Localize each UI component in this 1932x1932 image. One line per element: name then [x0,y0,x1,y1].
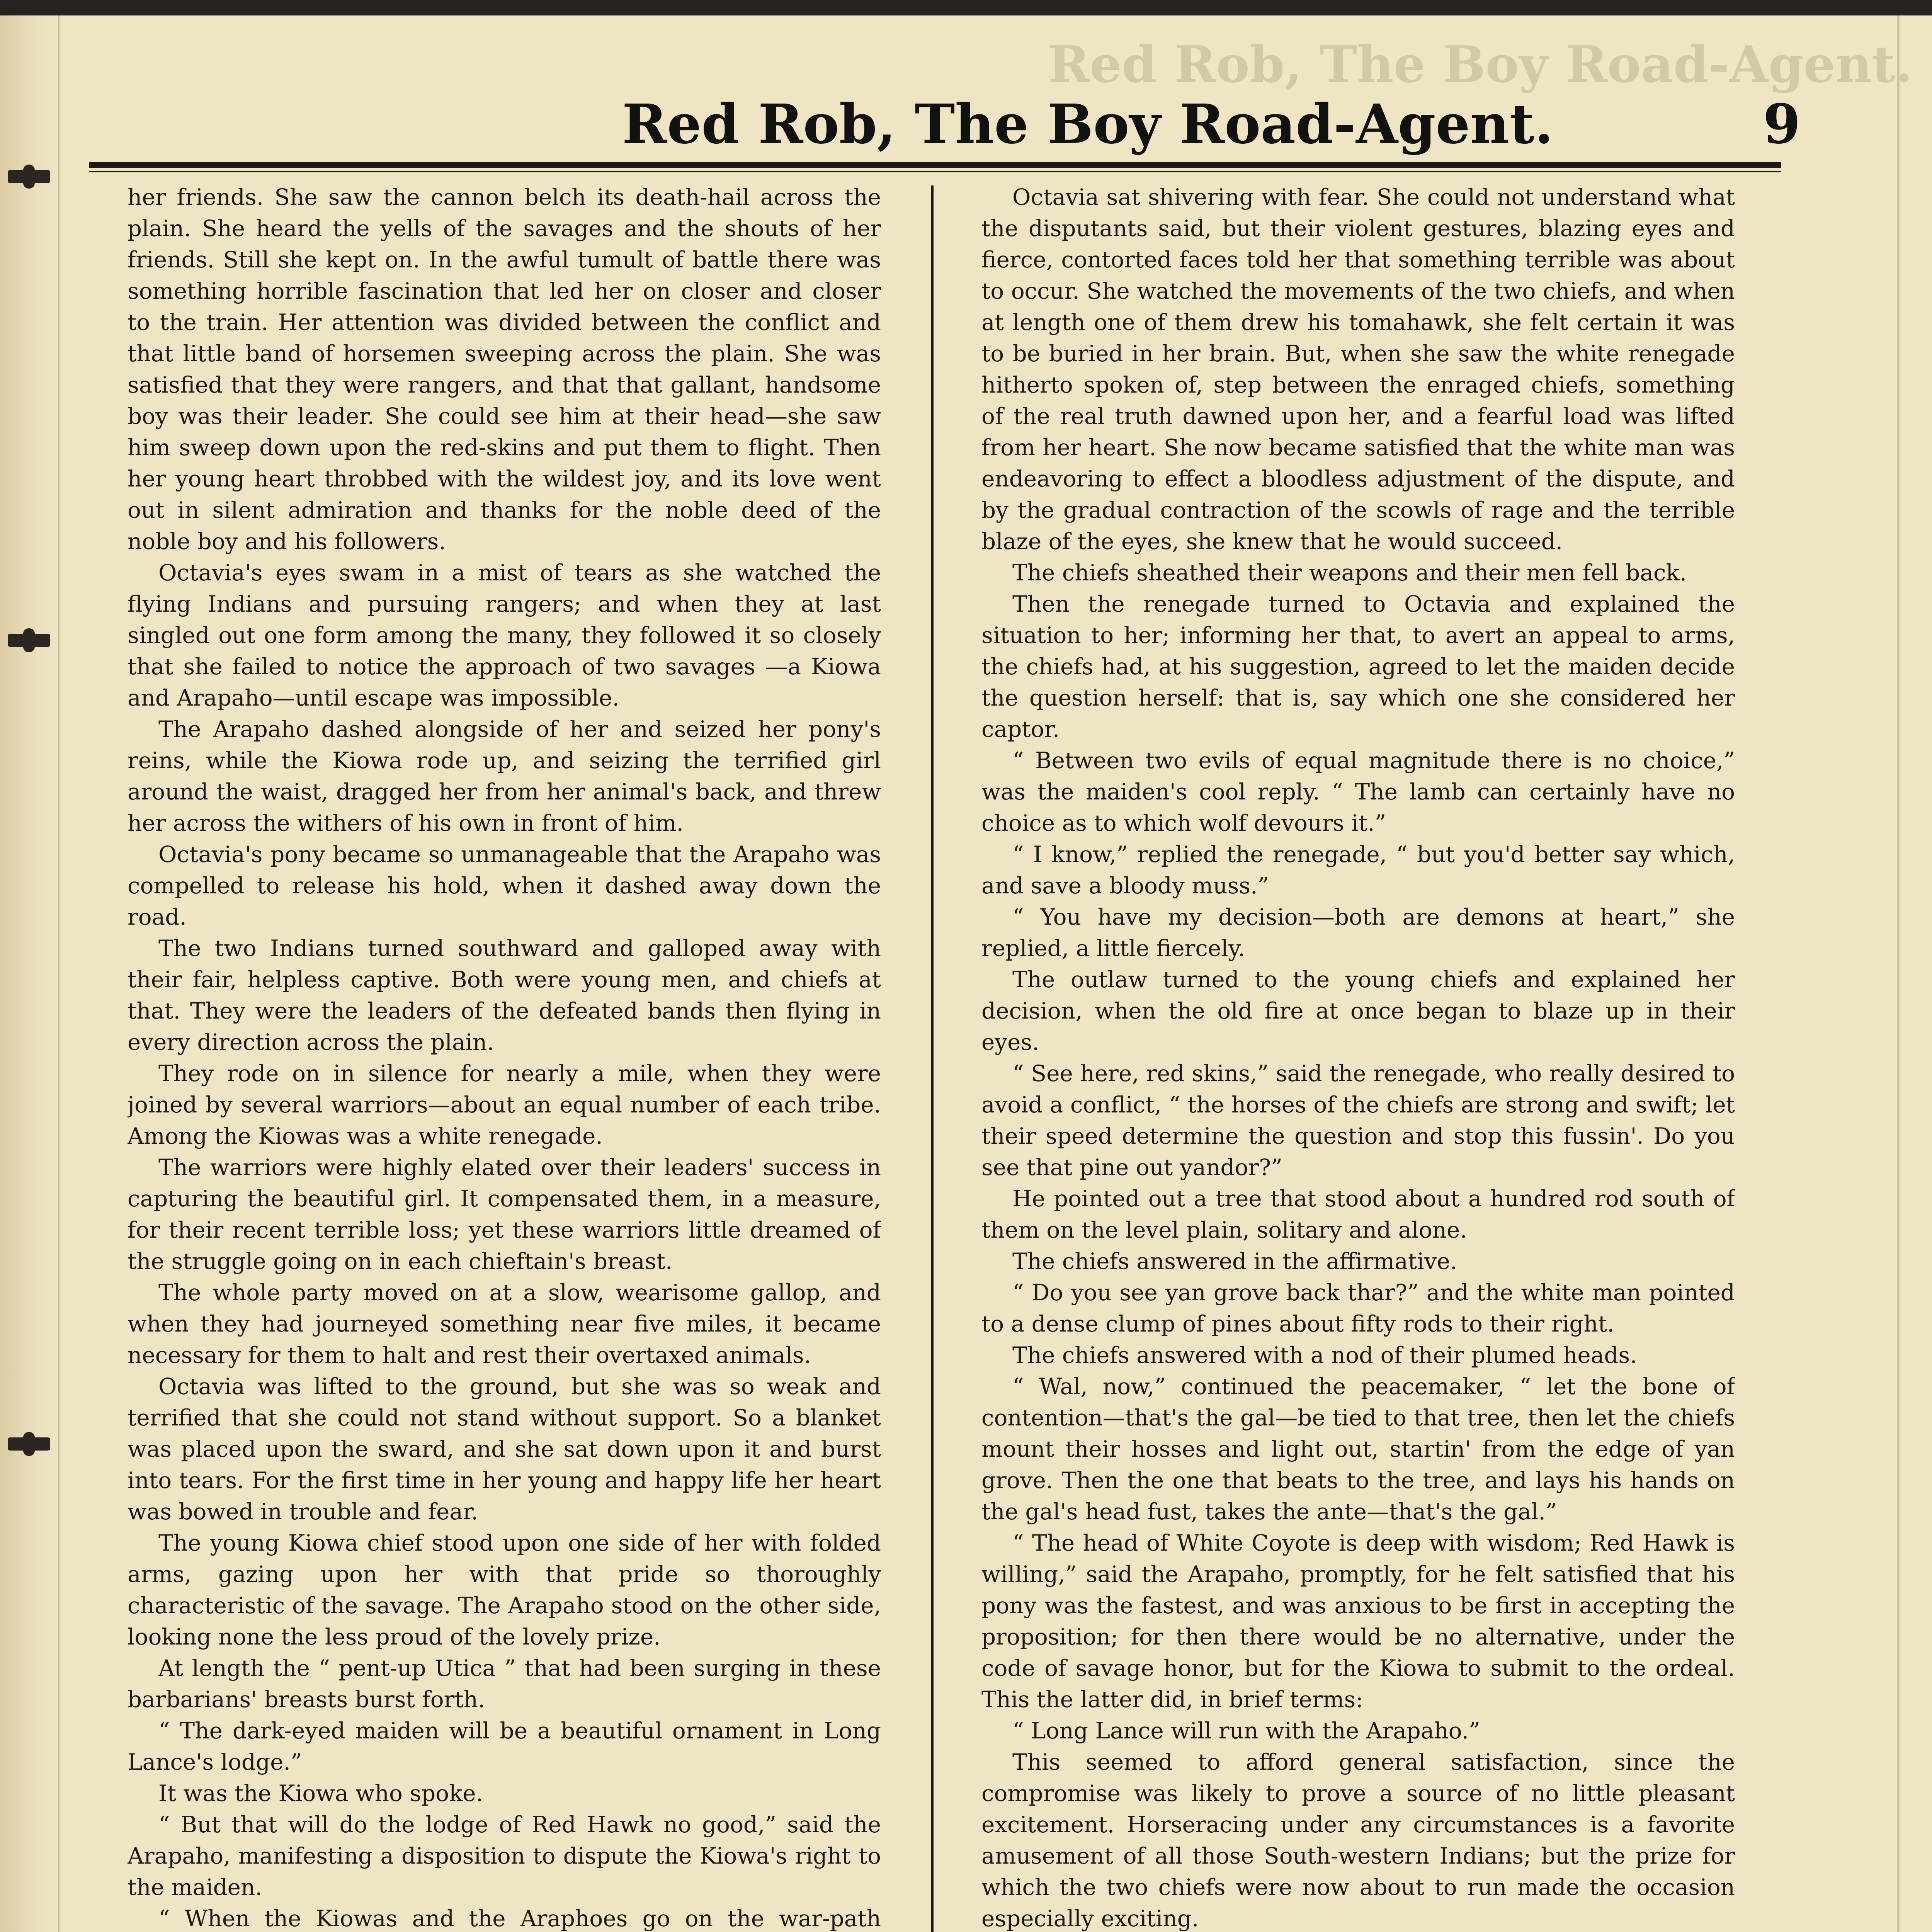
paragraph: The whole party moved on at a slow, wearisome gallop, and when they had journeyed something near five miles, it became necessary for them to halt and rest their overtaxed animals. [128,1279,881,1368]
paragraph: Octavia was lifted to the ground, but she was so weak and terrified that she could not stand without support. So a blanket was placed upon the sward, and she sat down upon it and burst into tears. For the first time in her young and happy life her heart was bowed in trouble and fear. [128,1373,881,1525]
paragraph: This seemed to afford general satisfaction, since the compromise was likely to prove a source of no little pleasant excitement. Horseracing under any circumstances is a favorite amusement of all those South-western Indians; but the prize for which the two chiefs were now about to run made the occasion especially exciting. [981,1749,1735,1932]
paragraph: “ Wal, now,” continued the peacemaker, “ let the bone of contention—that's the gal—be tied to that tree, then let the chiefs mount their hosses and light out, startin' from the edge of yan grove. Then the one that beats to the tree, and lays his hands on the gal's head fust, takes the ante—that's the gal.” [981,1373,1735,1525]
paragraph: They rode on in silence for nearly a mile, when they were joined by several warriors—about an equal number of each tribe. Among the Kiowas was a white renegade. [128,1060,881,1149]
paragraph: The chiefs answered in the affirmative. [1012,1248,1458,1274]
paragraph: “ When the Kiowas and the Araphoes go on the war-path [158,1905,881,1932]
paragraph: Octavia's eyes swam in a mist of tears as she watched the flying Indians and pursuing rangers; and when they at last singled out one form among the many, they followed it so closely that she failed to notice the approach of two savages —a Kiowa and Arapaho—until escape was impossible. [128,560,881,711]
paragraph: “ You have my decision—both are demons at heart,” she replied, a little fiercely. [981,904,1735,961]
paragraph: “ But that will do the lodge of Red Hawk no good,” said the Arapaho, manifesting a disposition to dispute the Kiowa's right to the maiden. [128,1811,881,1900]
staple-hole [8,634,50,647]
bleed-through-title: Red Rob, The Boy Road-Agent. [1048,35,1913,94]
paragraph: It was the Kiowa who spoke. [158,1780,483,1806]
paragraph: He pointed out a tree that stood about a hundred rod south of them on the level plain, solitary and alone. [981,1185,1735,1243]
header-rule-thin [89,171,1781,172]
right-column [981,182,1735,1932]
page-number: 9 [1763,93,1801,156]
paragraph: Then the renegade turned to Octavia and explained the situation to her; informing her that, to avert an appeal to arms, the chiefs had, at his suggestion, agreed to let the maiden decide the question herself: that is, say which one she considered her captor. [981,591,1735,742]
paragraph: At length the “ pent-up Utica ” that had been surging in these barbarians' breasts burst forth. [128,1655,881,1713]
left-column [128,182,881,1932]
paragraph: The chiefs sheathed their weapons and their men fell back. [1012,560,1687,586]
paragraph: “ Between two evils of equal magnitude there is no choice,” was the maiden's cool reply. “ The lamb can certainly have no choice as to which wolf devours it.” [981,747,1735,836]
paragraph: The outlaw turned to the young chiefs and explained her decision, when the old fire at once began to blaze up in their eyes. [981,966,1735,1055]
paragraph: “ I know,” replied the renegade, “ but you'd better say which, and save a bloody muss.” [981,841,1735,899]
paragraph: The warriors were highly elated over their leaders' success in capturing the beautiful girl. It compensated them, in a measure, for their recent terrible loss; yet these warriors little dreamed of the struggle going on in each chieftain's breast. [128,1154,881,1274]
paragraph: “ The dark-eyed maiden will be a beautiful ornament in Long Lance's lodge.” [128,1718,881,1775]
paragraph: The Arapaho dashed alongside of her and seized her pony's reins, while the Kiowa rode up, and seizing the terrified girl around the waist, dragged her from her animal's back, and threw her across the withers of his own in front of him. [128,716,881,836]
staple-hole [8,1437,50,1451]
paragraph: The young Kiowa chief stood upon one side of her with folded arms, gazing upon her with that pride so thoroughly characteristic of the savage. The Arapaho stood on the other side, looking none the less proud of the lovely prize. [128,1530,881,1650]
header-rule [89,162,1781,168]
paragraph: “ Do you see yan grove back thar?” and the white man pointed to a dense clump of pines about fifty rods to their right. [981,1279,1735,1337]
paragraph: her friends. She saw the cannon belch its death-hail across the plain. She heard the yells of the savages and the shouts of her friends. Still she kept on. In the awful tumult of battle there was something horrible fascination that led her on closer and closer to the train. Her attention was divided between the conflict and that little band of horsemen sweeping across the plain. She was satisfied that they were rangers, and that that gallant, handsome boy was their leader. She could see him at their head—she saw him sweep down upon the red-skins and put them to flight. Then her young heart throbbed with the wildest joy, and its love went out in silent admiration and thanks for the noble deed of the noble boy and his followers. [128,184,881,554]
paragraph: “ See here, red skins,” said the renegade, who really desired to avoid a conflict, “ the horses of the chiefs are strong and swift; let their speed determine the question and stop this fussin'. Do you see that pine out yandor?” [981,1060,1735,1180]
paragraph: Octavia's pony became so unmanageable that the Arapaho was compelled to release his hold, when it dashed away down the road. [128,841,881,930]
staple-hole [8,170,50,183]
paragraph: Octavia sat shivering with fear. She could not understand what the disputants said, but their violent gestures, blazing eyes and fierce, contorted faces told her that something terrible was about to occur. She watched the movements of the two chiefs, and when at length one of them drew his tomahawk, she felt certain it was to be buried in her brain. But, when she saw the white renegade hitherto spoken of, step between the enraged chiefs, something of the real truth dawned upon her, and a fearful load was lifted from her heart. She now became satisfied that the white man was endeavoring to effect a bloodless adjustment of the dispute, and by the gradual contraction of the scowls of rage and the terrible blaze of the eyes, she knew that he would succeed. [981,184,1735,554]
running-header [147,85,1804,158]
running-title: Red Rob, The Boy Road-Agent. [622,93,1553,156]
binding-gutter [0,15,60,1932]
paragraph: The chiefs answered with a nod of their plumed heads. [1012,1342,1637,1368]
paragraph: “ The head of White Coyote is deep with wisdom; Red Hawk is willing,” said the Arapaho, promptly, for he felt satisfied that his pony was the fastest, and was anxious to be first in accepting the proposition; for then there would be no alternative, under the code of savage honor, but for the Kiowa to submit to the ordeal. This the latter did, in brief terms: [981,1530,1735,1713]
scanned-page [0,15,1932,1932]
paragraph: “ Long Lance will run with the Arapaho.” [1012,1718,1480,1744]
paragraph: The two Indians turned southward and galloped away with their fair, helpless captive. Both were young men, and chiefs at that. They were the leaders of the defeated bands then flying in every direction across the plain. [128,935,881,1055]
column-divider [931,185,934,1932]
